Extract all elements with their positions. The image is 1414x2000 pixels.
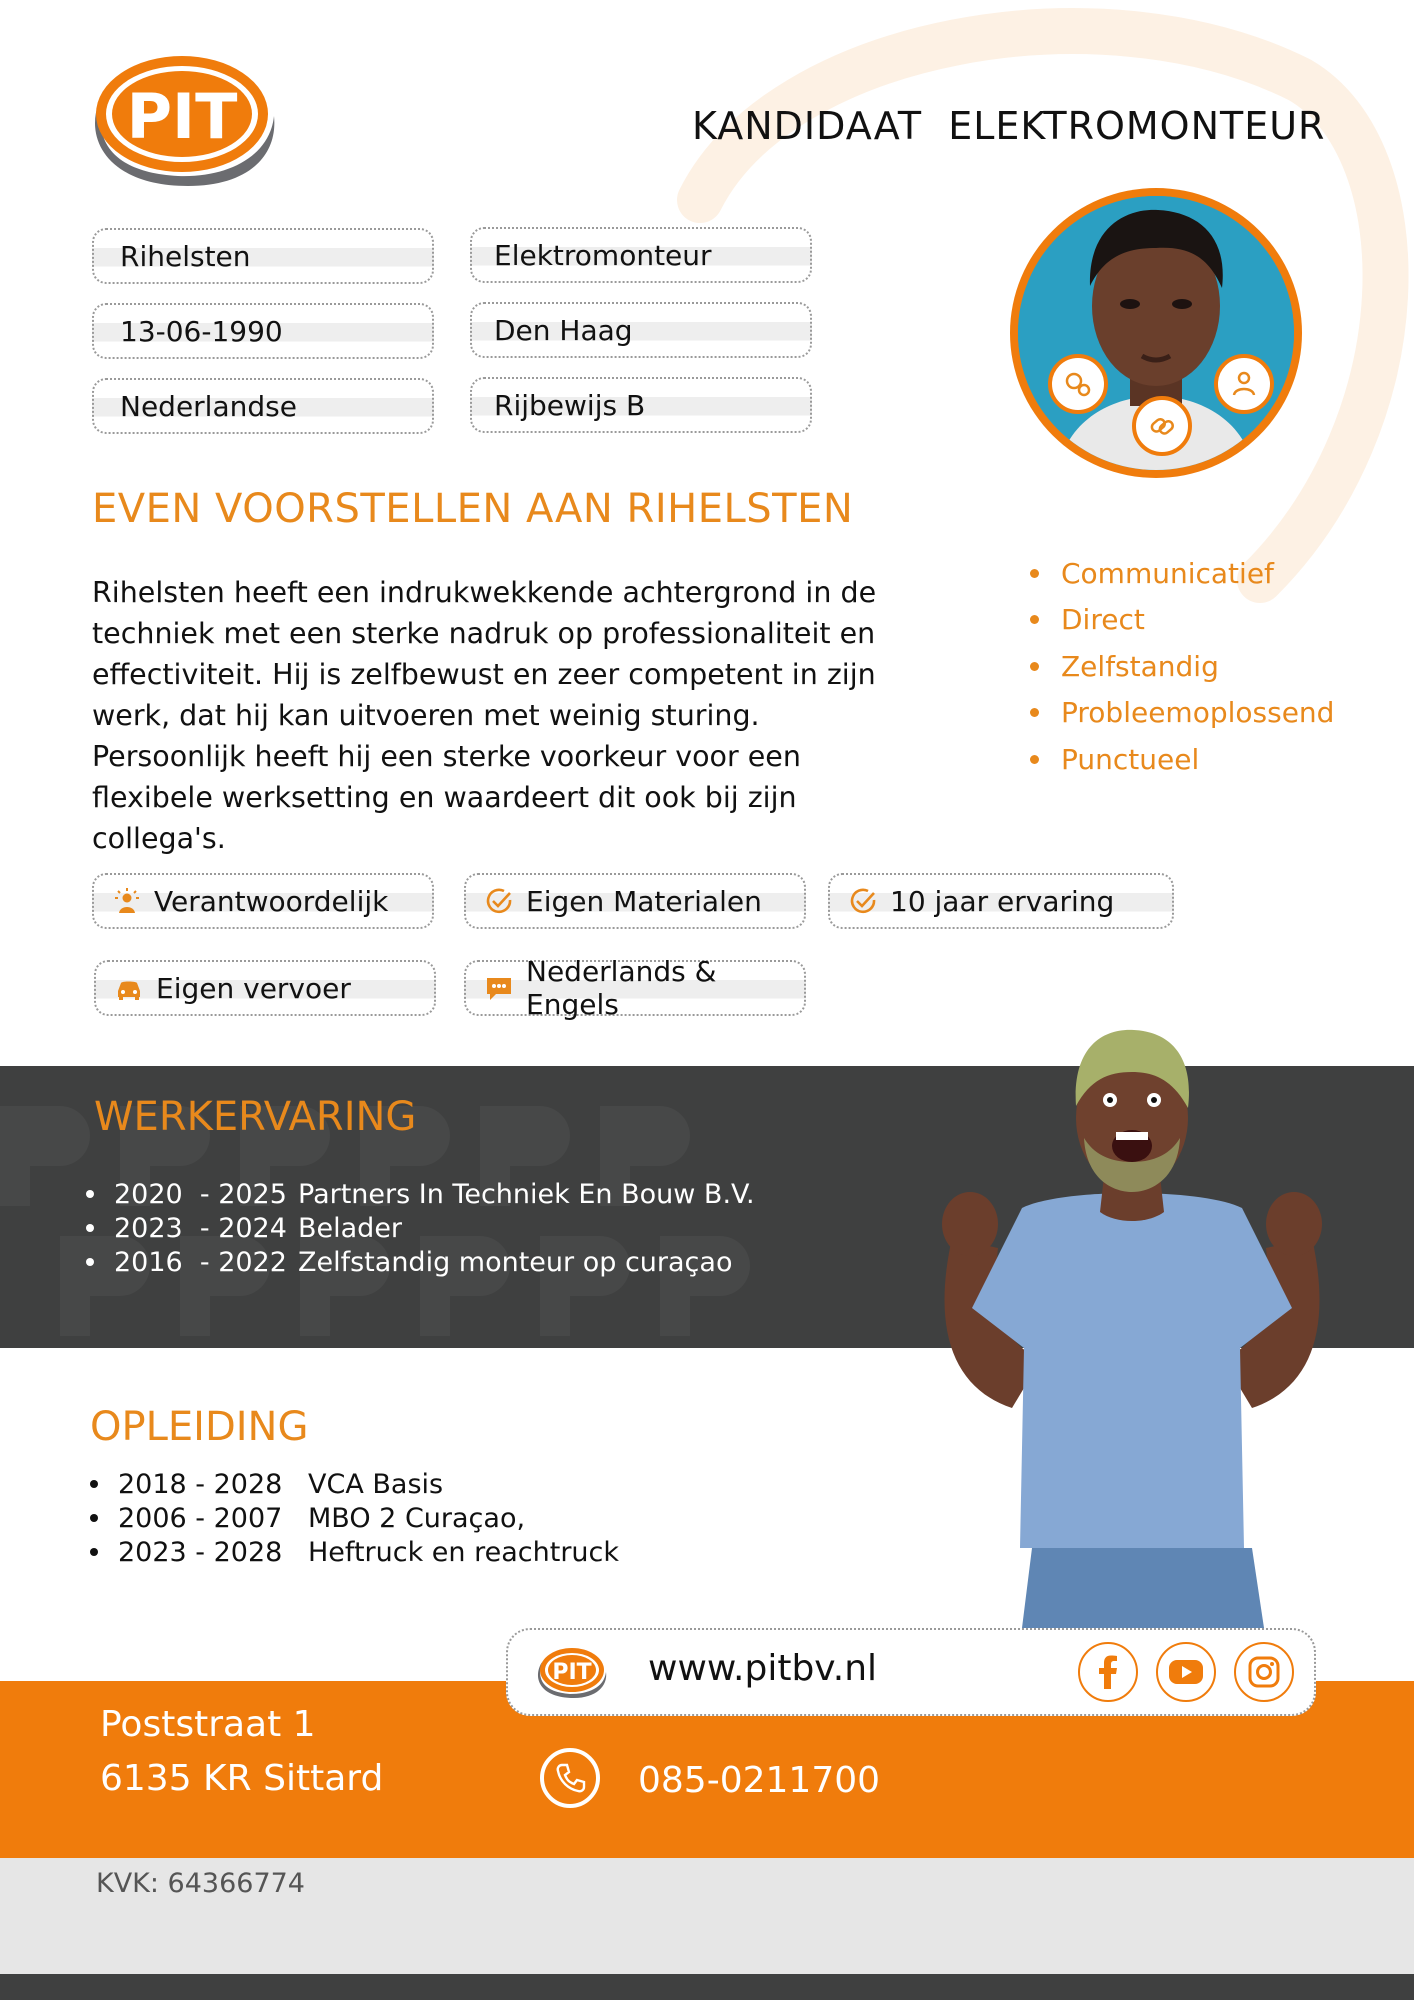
info-city: Den Haag [470, 302, 812, 358]
feature-responsible [92, 873, 434, 929]
intro-heading: EVEN VOORSTELLEN AAN RIHELSTEN [92, 486, 854, 532]
facebook-icon[interactable] [1078, 1642, 1138, 1702]
svg-text:PIT: PIT [552, 1660, 592, 1685]
address-city: 6135 KR Sittard [100, 1758, 384, 1799]
feature-experience [828, 873, 1174, 929]
kvk-number: KVK: 64366774 [96, 1868, 305, 1899]
address-street: Poststraat 1 [100, 1704, 316, 1745]
trait-item: Direct [1024, 597, 1334, 644]
list-item [90, 1501, 619, 1535]
list-item [86, 1245, 755, 1279]
link-badge-icon [1132, 396, 1192, 456]
feature-languages [464, 955, 806, 1021]
company-logo [78, 46, 278, 194]
company-logo-small [532, 1644, 608, 1700]
education-list [90, 1467, 619, 1569]
info-name: Rihelsten [92, 228, 434, 284]
phone-icon [540, 1748, 600, 1808]
education-heading: OPLEIDING [90, 1404, 309, 1450]
footer-bottom-band [0, 1974, 1414, 2000]
instagram-icon[interactable] [1234, 1642, 1294, 1702]
info-license: Rijbewijs B [470, 377, 812, 433]
trait-item: Probleemoplossend [1024, 690, 1334, 737]
info-profession: Elektromonteur [470, 227, 812, 283]
work-company: Zelfstandig monteur op curaçao [298, 1246, 733, 1278]
team-badge-icon [1214, 354, 1274, 414]
education-years: 2006 - 2007 [118, 1502, 283, 1534]
info-nationality: Nederlandse [92, 378, 434, 434]
list-item [90, 1467, 619, 1501]
feature-transport [94, 960, 436, 1016]
education-course: MBO 2 Curaçao, [308, 1502, 526, 1534]
work-years: 2023 - 2024 [114, 1212, 287, 1244]
phone-number[interactable]: 085-0211700 [638, 1760, 881, 1801]
intro-text: Rihelsten heeft een indrukwekkende achtergrond in de techniek met een sterke nadruk op professionaliteit en effectiviteit. Hij is zelfbewust en zeer competent in zijn werk, dat hij kan uitvoeren met weinig sturing. Persoonlijk heeft hij een sterke voorkeur voor een flexibele werksetting en waardeert dit ook bij zijn collega's. [92, 576, 877, 855]
youtube-icon[interactable] [1156, 1642, 1216, 1702]
education-years: 2018 - 2028 [118, 1468, 283, 1500]
work-years: 2020 - 2025 [114, 1178, 287, 1210]
work-heading: WERKERVARING [94, 1094, 417, 1140]
trait-item: Communicatief [1024, 550, 1334, 597]
work-list [86, 1177, 755, 1279]
traits-list [1024, 550, 1334, 783]
car-icon [114, 973, 144, 1003]
svg-text:PIT: PIT [126, 80, 238, 153]
trait-item: Zelfstandig [1024, 643, 1334, 690]
trait-item: Punctueel [1024, 736, 1334, 783]
list-item [86, 1211, 755, 1245]
feature-label: Eigen Materialen [526, 884, 762, 918]
feature-label: Nederlands & Engels [526, 955, 717, 1021]
check-circle-icon [848, 886, 878, 916]
list-item [90, 1535, 619, 1569]
info-birthdate: 13-06-1990 [92, 303, 434, 359]
website-link[interactable]: www.pitbv.nl [648, 1648, 878, 1689]
list-item [86, 1177, 755, 1211]
check-circle-icon [484, 886, 514, 916]
education-years: 2023 - 2028 [118, 1536, 283, 1568]
feature-label: 10 jaar ervaring [890, 884, 1115, 918]
gears-badge-icon [1048, 354, 1108, 414]
person-star-icon [112, 886, 142, 916]
feature-label: Verantwoordelijk [154, 884, 389, 918]
education-course: Heftruck en reachtruck [308, 1536, 620, 1568]
chat-icon [484, 973, 514, 1003]
work-company: Belader [298, 1212, 403, 1244]
work-years: 2016 - 2022 [114, 1246, 287, 1278]
feature-label: Eigen vervoer [156, 971, 351, 1005]
excited-man-image [872, 1028, 1392, 1628]
education-course: VCA Basis [308, 1468, 444, 1500]
feature-materials [464, 873, 806, 929]
page-title: KANDIDAAT ELEKTROMONTEUR [692, 104, 1326, 148]
work-company: Partners In Techniek En Bouw B.V. [298, 1178, 755, 1210]
